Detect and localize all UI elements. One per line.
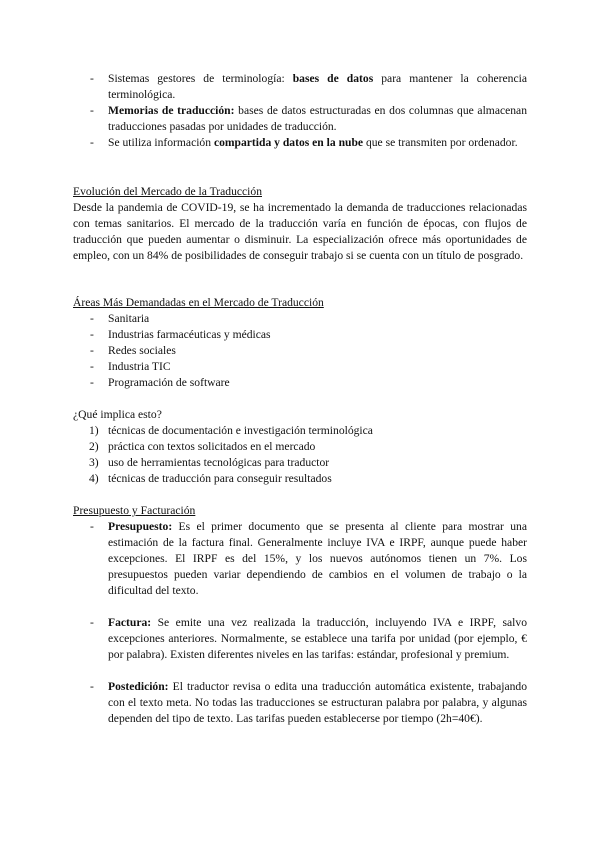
list-item: - Industrias farmacéuticas y médicas [73,327,527,343]
presupuesto-section [73,503,527,743]
implica-list [73,423,527,487]
implica-section [73,407,527,487]
areas-list [73,311,527,391]
list-item: - Programación de software [73,375,527,391]
list-item: - Memorias de traducción: bases de datos estructuradas en dos columnas que almacenan traducciones pasadas por unidades de traducción. [73,103,527,135]
section-heading-areas: Áreas Más Demandadas en el Mercado de Traducción [73,296,324,309]
areas-section [73,295,527,391]
list-item: - Se utiliza información compartida y datos en la nube que se transmiten por ordenador. [73,135,527,151]
list-marker: 2) [89,440,99,453]
list-item: - Sistemas gestores de terminología: bases de datos para mantener la coherencia terminológica. [73,71,527,103]
list-item: - Industria TIC [73,359,527,375]
list-marker: 3) [89,456,99,469]
intro-list [73,71,527,151]
section-heading-presupuesto: Presupuesto y Facturación [73,504,196,517]
list-item: - Sanitaria [73,311,527,327]
list-item: 1) técnicas de documentación e investigación terminológica [89,424,373,437]
list-item: - Presupuesto: Es el primer documento que se presenta al cliente para mostrar una estimación de la factura final. Generalmente incluye IVA e IRPF, aunque puede haber excepciones. El IRPF es del 15%, y los nuevos autónomos tienen un 7%. Los presupuestos pueden variar dependiendo de cambios en el volumen de trabajo o la dificultad del texto. [73,519,527,599]
list-marker: 1) [89,424,99,437]
evolucion-section [73,184,527,264]
evolucion-paragraph: Desde la pandemia de COVID-19, se ha incrementado la demanda de traducciones relacionadas con temas sanitarios. El mercado de la traducción varía en función de épocas, con flujos de traducción que pueden aumentar o disminuir. La especialización ofrece más oportunidades de empleo, con un 84% de posibilidades de conseguir trabajo si se cuenta con un título de posgrado. [73,201,527,262]
list-item: - Factura: Se emite una vez realizada la traducción, incluyendo IVA e IRPF, salvo excepciones anteriores. Normalmente, se establece una tarifa por unidad (por ejemplo, € por palabra). Existen diferentes niveles en las tarifas: estándar, profesional y premium. [73,615,527,663]
intro-section [73,71,527,151]
section-heading-evolucion: Evolución del Mercado de la Traducción [73,185,262,198]
presupuesto-list [73,519,527,727]
list-item: - Postedición: El traductor revisa o edita una traducción automática existente, trabajando con el texto meta. No todas las traducciones se estructuran palabra por palabra, y algunas dependen del tipo de texto. Las tarifas pueden establecerse por tiempo (2h=40€). [73,679,527,727]
list-item: - Redes sociales [73,343,527,359]
implica-question: ¿Qué implica esto? [73,408,162,421]
list-item: 3) uso de herramientas tecnológicas para traductor [89,456,330,469]
list-marker: 4) [89,472,99,485]
list-item: 4) técnicas de traducción para conseguir resultados [89,472,332,485]
list-item: 2) práctica con textos solicitados en el mercado [89,440,316,453]
